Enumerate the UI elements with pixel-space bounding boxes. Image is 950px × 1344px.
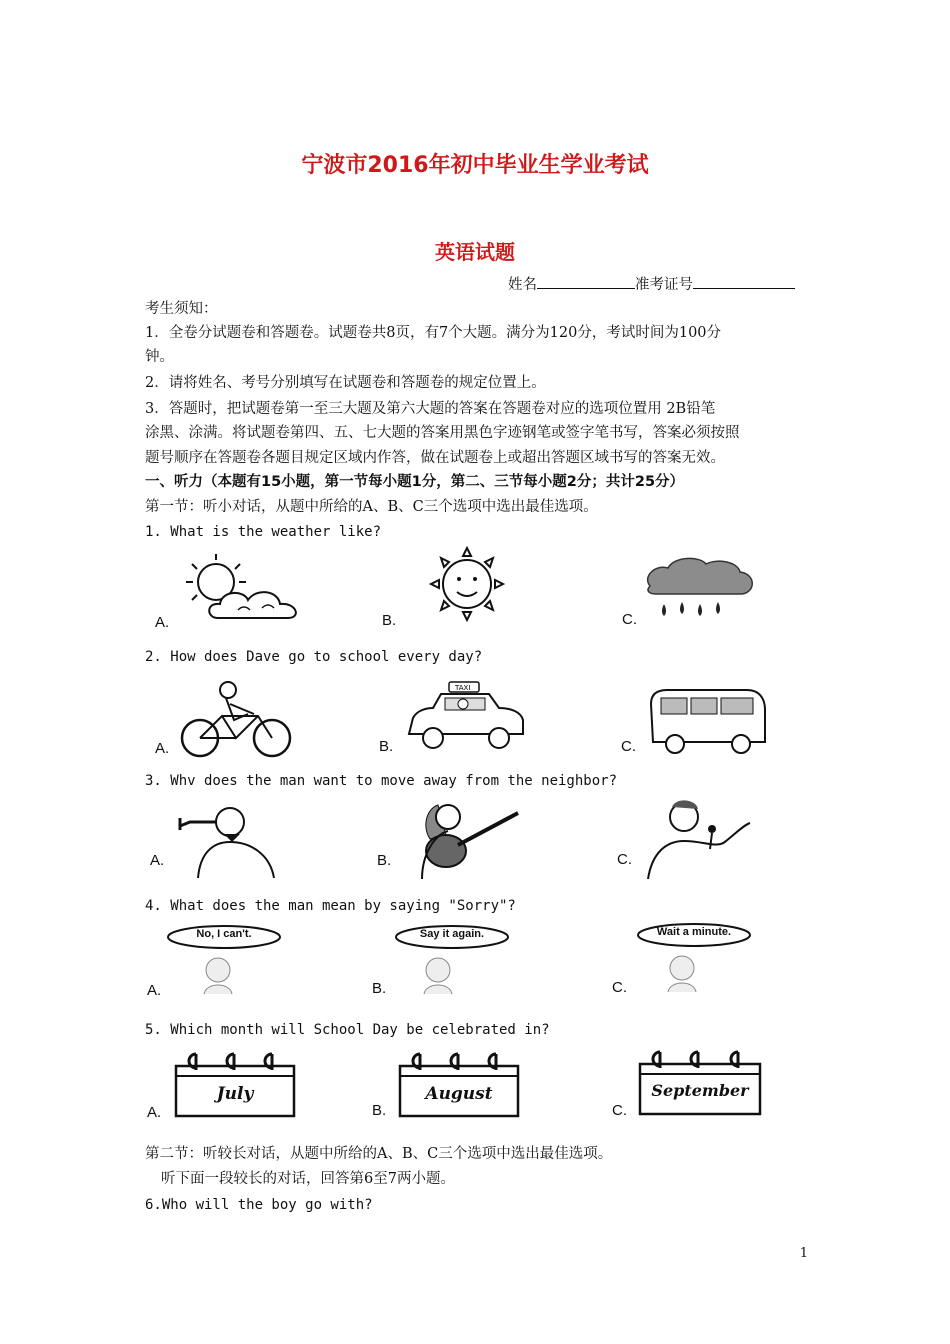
bubble-text-a: No, I can't. [196,928,252,940]
calendar-july [172,1050,296,1118]
page-title: 宁波市2016年初中毕业生学业考试 [301,153,649,178]
notice-item-3b: 涂黑、涂满。将试题卷第四、五、七大题的答案用黑色字迹钢笔或签字笔书写，答案必须按照 [145,425,740,441]
part-2-sub: 听下面一段较长的对话，回答第6至7两小题。 [161,1171,455,1187]
notice-item-3c: 题号顺序在答题卷各题目规定区域内作答，做在试题卷上或超出答题区域书写的答案无效。 [145,450,725,466]
q4-option-c-label: C. [612,979,627,996]
q2-option-b-label: B. [379,738,394,755]
notice-item-1b: 钟。 [145,349,174,365]
q5-option-b-label: B. [372,1102,387,1119]
page-subtitle: 英语试题 [435,240,515,264]
q5-option-c-label: C. [612,1102,627,1119]
sunny-icon [405,546,517,628]
q1-option-b-label: B. [382,612,397,629]
notice-item-2: 2．请将姓名、考号分别填写在试题卷和答题卷的规定位置上。 [145,375,546,391]
question-4: 4. What does the man mean by saying "Sorry"? [145,898,516,914]
id-label: 准考证号 [635,277,693,293]
rainy-icon [642,556,758,624]
notice-heading: 考生须知： [145,301,218,317]
bus-icon [647,684,767,756]
calendar-september [636,1048,762,1116]
q3-option-b-label: B. [377,852,392,869]
bubble-text-b: Say it again. [419,928,485,940]
question-6: 6.Who will the boy go with? [145,1197,373,1213]
bubble-text-c: Wait a minute. [656,926,732,938]
name-blank [537,272,635,289]
q3-option-a-label: A. [150,852,165,869]
q2-option-a-label: A. [155,740,170,757]
speech-bubble-a [166,924,282,996]
speech-bubble-c [636,922,752,994]
taxi-icon [403,680,527,756]
question-3: 3. Whv does the man want to move away from the neighbor? [145,773,618,789]
q2-option-c-label: C. [621,738,636,755]
candidate-info [508,272,795,294]
part-2-intro: 第二节：听较长对话，从题中所给的A、B、C三个选项中选出最佳选项。 [145,1146,613,1162]
q1-option-a-label: A. [155,614,170,631]
q4-option-b-label: B. [372,980,387,997]
svg-text:TAXI: TAXI [455,684,471,692]
id-blank [693,272,795,289]
question-2: 2. How does Dave go to school every day? [145,649,483,665]
q1-option-c-label: C. [622,611,637,628]
q3-option-c-label: C. [617,851,632,868]
part-1-intro: 第一节：听小对话，从题中所给的A、B、C三个选项中选出最佳选项。 [145,499,598,515]
trumpet-player-icon [170,798,282,880]
guitar-player-icon [400,795,522,883]
name-label: 姓名 [508,277,537,293]
notice-item-3a: 3．答题时，把试题卷第一至三大题及第六大题的答案在答题卷对应的选项位置用 2B铅笔 [145,401,716,417]
calendar-month-c: September [651,1081,749,1100]
calendar-august [396,1050,520,1118]
bicycle-icon [178,676,296,760]
page-number: 1 [799,1246,808,1261]
question-5: 5. Which month will School Day be celebrated in? [145,1022,550,1038]
q4-option-a-label: A. [147,982,162,999]
notice-item-1a: 1．全卷分试题卷和答题卷。试题卷共8页，有7个大题。满分为120分，考试时间为100分 [145,325,722,341]
cloudy-icon [178,552,308,624]
singer-icon [640,795,754,883]
calendar-month-b: August [425,1084,493,1104]
question-1: 1. What is the weather like? [145,524,382,540]
speech-bubble-b [394,924,510,996]
section-1-heading: 一、听力（本题有15小题，第一节每小题1分，第二、三节每小题2分；共计25分） [145,474,685,490]
calendar-month-a: July [216,1084,254,1104]
q5-option-a-label: A. [147,1104,162,1121]
